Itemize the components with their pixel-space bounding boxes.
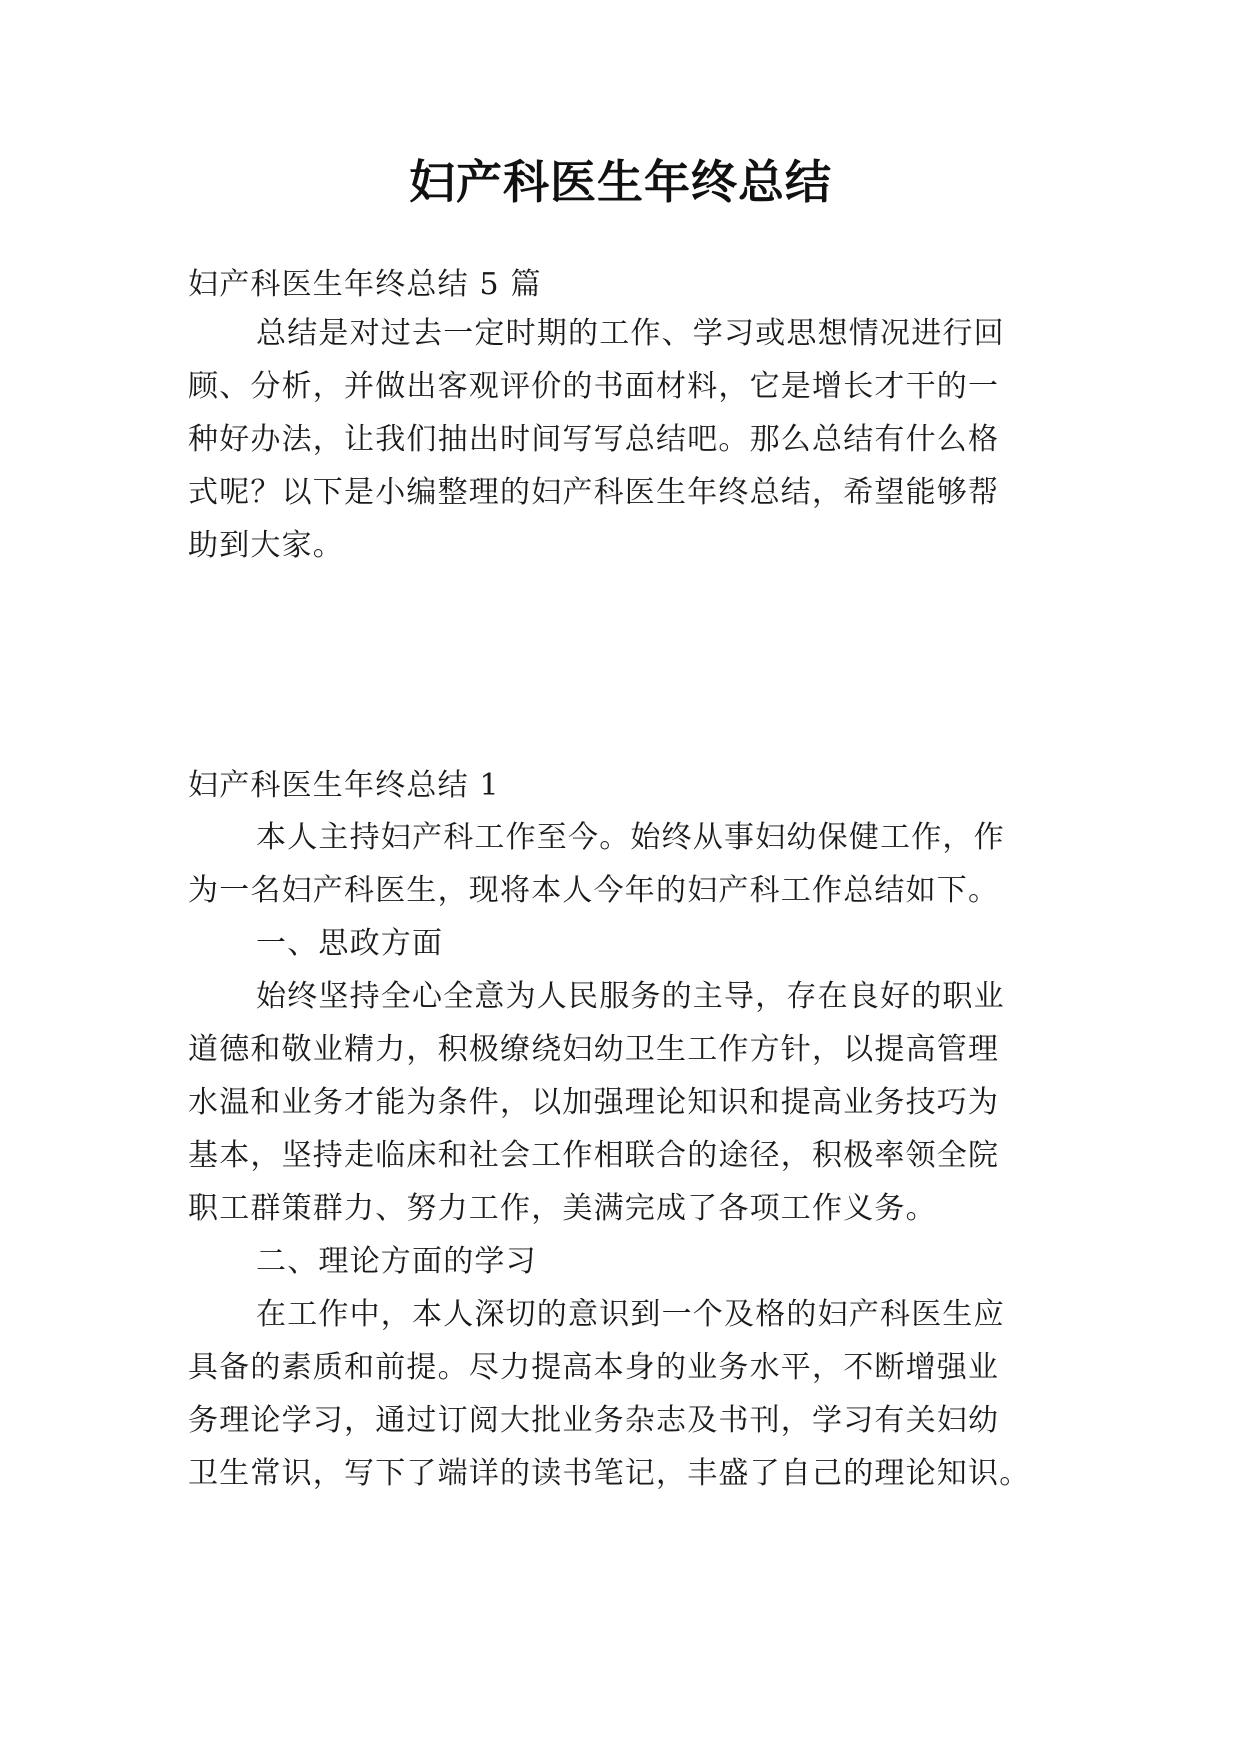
paragraph-line: 始终坚持全心全意为人民服务的主导，存在良好的职业 [256, 979, 1005, 1014]
paragraph-line: 顾、分析，并做出客观评价的书面材料，它是增长才干的一 [188, 369, 1000, 404]
paragraph-line: 基本，坚持走临床和社会工作相联合的途径，积极率领全院 [188, 1138, 1000, 1173]
paragraph-line: 具备的素质和前提。尽力提高本身的业务水平，不断增强业 [188, 1350, 1000, 1385]
section-heading: 妇产科医生年终总结 1 [188, 768, 500, 803]
paragraph-line: 为一名妇产科医生，现将本人今年的妇产科工作总结如下。 [188, 873, 1000, 908]
paragraph-line: 本人主持妇产科工作至今。始终从事妇幼保健工作，作 [256, 820, 1005, 855]
subheading-line: 一、思政方面 [256, 926, 444, 961]
paragraph-line: 职工群策群力、努力工作，美满完成了各项工作义务。 [188, 1191, 937, 1226]
paragraph-line: 在工作中，本人深切的意识到一个及格的妇产科医生应 [256, 1297, 1005, 1332]
paragraph-line: 卫生常识，写下了端详的读书笔记，丰盛了自己的理论知识。 [188, 1456, 1031, 1491]
paragraph-line: 总结是对过去一定时期的工作、学习或思想情况进行回 [256, 316, 1005, 351]
paragraph-line: 道德和敬业精力，积极缭绕妇幼卫生工作方针，以提高管理 [188, 1032, 1000, 1067]
subheading-line: 二、理论方面的学习 [256, 1244, 537, 1279]
document-title: 妇产科医生年终总结 [409, 155, 832, 209]
paragraph-line: 式呢？以下是小编整理的妇产科医生年终总结，希望能够帮 [188, 475, 1000, 510]
paragraph-line: 种好办法，让我们抽出时间写写总结吧。那么总结有什么格 [188, 422, 1000, 457]
subtitle-line: 妇产科医生年终总结 5 篇 [188, 267, 542, 302]
paragraph-line: 水温和业务才能为条件，以加强理论知识和提高业务技巧为 [188, 1085, 1000, 1120]
paragraph-line: 助到大家。 [188, 528, 344, 563]
paragraph-line: 务理论学习，通过订阅大批业务杂志及书刊，学习有关妇幼 [188, 1403, 1000, 1438]
